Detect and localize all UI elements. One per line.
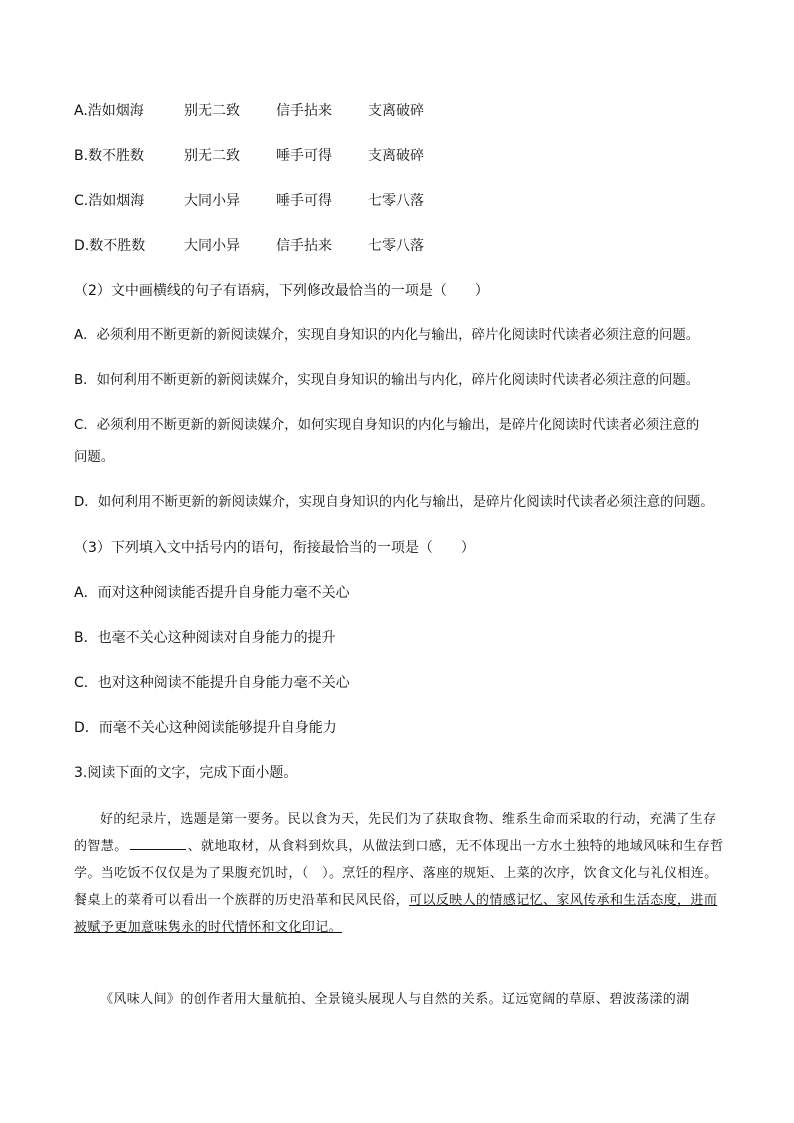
option-label: A. [74, 103, 88, 119]
q2-option-d: D．如何利用不断更新的新阅读媒介，实现自身知识的内化与输出，是碎片化阅读时代读者必须注意的问题。 [74, 495, 714, 510]
section-title: 3.阅读下面的文字，完成下面小题。 [74, 765, 298, 781]
q2-option-c: C．必须利用不断更新的新阅读媒介，如何实现自身知识的内化与输出，是碎片化阅读时代读者必须注意的 [74, 418, 700, 433]
passage-paragraph-2: 《风味人间》的创作者用大量航拍、全景镜头展现人与自然的关系。辽远宽阔的草原、碧波荡漾的湖 [100, 992, 690, 1007]
q2-question: （2）文中画横线的句子有语病，下列修改最恰当的一项是（ ） [74, 283, 489, 299]
q2-option-c-continued: 问题。 [74, 450, 115, 465]
option-word: 浩如烟海 [87, 103, 144, 119]
option-label: D. [74, 238, 90, 254]
q1-option-c [74, 192, 448, 210]
option-word: 信手拈来 [276, 103, 332, 119]
q1-option-d [74, 237, 448, 255]
underlined-sentence: 可以反映人的情感记忆、家风传承和生活态度，进而被赋予更加意味隽永的时代情怀和文化印记。 [74, 893, 718, 935]
option-word: 支离破碎 [368, 103, 424, 119]
q3-option-a: A．而对这种阅读能否提升自身能力毫不关心 [74, 585, 350, 601]
q2-option-a: A．必须利用不断更新的新阅读媒介，实现自身知识的内化与输出，碎片化阅读时代读者必须注意的问题。 [74, 328, 700, 343]
option-word: 数不胜数 [89, 238, 146, 254]
option-word: 支离破碎 [368, 148, 424, 164]
q3-option-b: B．也毫不关心这种阅读对自身能力的提升 [74, 630, 336, 646]
option-word: 唾手可得 [276, 148, 332, 164]
option-word: 信手拈来 [276, 238, 332, 254]
option-word: 别无二致 [184, 148, 240, 164]
q3-option-d: D．而毫不关心这种阅读能够提升自身能力 [74, 720, 337, 736]
q3-question: （3）下列填入文中括号内的语句，衔接最恰当的一项是（ ） [74, 540, 475, 556]
q3-option-c: C．也对这种阅读不能提升自身能力毫不关心 [74, 675, 350, 691]
fill-in-blank [130, 837, 186, 850]
option-word: 别无二致 [184, 103, 240, 119]
q2-option-b: B．如何利用不断更新的新阅读媒介，实现自身知识的输出与内化，碎片化阅读时代读者必须注意的问题。 [74, 373, 700, 388]
passage-text: 好的纪录片，选题是第一要务。民以食为天，先民们为了获取食物、维系生命而采取的行动，充满了生存的智慧。 [74, 812, 717, 854]
option-word: 数不胜数 [88, 148, 145, 164]
option-word: 大同小异 [184, 238, 240, 254]
q1-option-a [74, 102, 448, 120]
option-label: B. [74, 148, 89, 164]
option-word: 大同小异 [184, 193, 240, 209]
q1-option-b [74, 147, 448, 165]
option-label: C. [74, 193, 89, 209]
option-word: 七零八落 [368, 193, 424, 209]
passage-paragraph-1 [74, 806, 724, 941]
option-word: 唾手可得 [276, 193, 332, 209]
option-word: 七零八落 [368, 238, 424, 254]
passage-text: 、就地取材，从食料到炊具，从做法到口感，无不体现出一方水土独特的地域风味和生存哲学。当吃饭不仅仅是为了果腹充饥时，（ ）。烹饪的程序、落座的规矩、上菜的次序，饮食文化与礼仪相连。餐桌上的菜肴可以看出一个族群的历史沿革和民风民俗， [74, 839, 724, 908]
option-word: 浩如烟海 [88, 193, 145, 209]
